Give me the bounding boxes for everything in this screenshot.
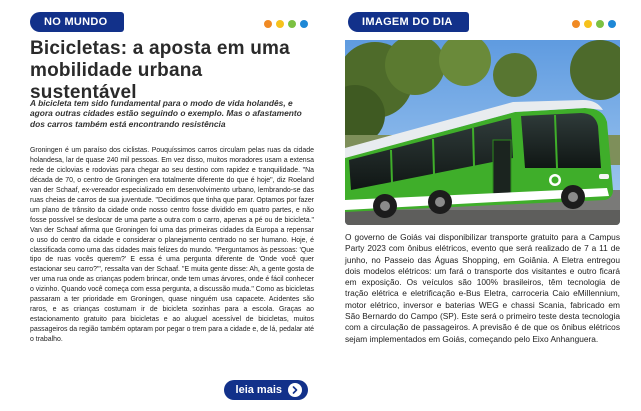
news-header [24,0,316,40]
article-body: Groningen é um paraíso dos ciclistas. Pouquíssimos carros circulam pelas ruas da cidade holandesa, lar de quase 240 mil pessoas. Em vez disso, muitos moradores usam a extensa rede de ciclovias e rodovias para chegar ao seu destino com rapidez e tranquilidade. "Na década de 70, o centro de Groningen era totalmente diferente do que é hoje", diz Roeland van der Schaaf, ex-vereador especializado em desenvolvimento urbano, lembrando-se das ruas cheias de carros de sua juventude. "Decidimos que tinha que parar. Optamos por fazer um plano de trânsito da cidade onde nosso centro fosse dividido em quatro partes, e não fosse possível se deslocar de uma parte a outra com o carro, apenas a pé ou de bicicleta." Van der Schaaf afirma que Groningen foi uma das primeiras cidades da Europa a repensar o uso do centro da cidade e considerar o planejamento centrado no ser humano. Hoje, é classificada como uma das cidades mais felizes do mundo. "Perguntamos às pessoas: 'Que tipo de ruas vocês querem?' E essa é uma pergunta diferente de 'Onde você quer estacionar seu carro?'", ressalta van der Schaaf. "E muita gente disse: Ah, a gente gosta de ver uma rua onde as crianças podem brincar, onde tem umas árvores, onde é fácil conhecer o vizinho. Quando você começa com essa pergunta, a discussão muda." Como as bicicletas passaram a ter prioridade em Groningen, quase ninguém usa capacete. Acidentes são raros, e as crianças costumam ir de bicicleta sozinhas para a escola. Graças ao estacionamento gratuito para bicicletas e ao aluguel acessível de bicicletas, muitos passageiros da região também optaram por pegar o trem para a cidade e, de lá, pedalar até o trabalho. [30,147,314,344]
image-header [338,0,624,40]
section-label-imagem-do-dia: IMAGEM DO DIA [348,12,469,32]
read-more-label: leia mais [235,384,282,396]
read-more-button[interactable] [224,380,308,400]
article-title: Bicicletas: a aposta em uma mobilidade urbana sustentável [30,38,290,103]
section-label-no-mundo: NO MUNDO [30,12,124,32]
news-column [24,0,316,411]
chevron-right-icon [288,383,302,397]
dots-decoration-icon [264,20,308,28]
electric-bus-photo [345,40,620,225]
article-lead: A bicicleta tem sido fundamental para o modo de vida holandês, e agora outras cidades estão seguindo o exemplo. Mas o afastamento dos carros também está encontrando resistência [30,98,302,129]
dots-decoration-icon [572,20,616,28]
image-caption: O governo de Goiás vai disponibilizar transporte gratuito para a Campus Party 2023 com ônibus elétricos, evento que será realizado de 7 a 11 de junho, no Passeio das Águas Shopping, em Goiânia. A Eletra entregou dois modelos elétricos: um fará o transporte dos visitantes e outro ficará em exposição. Os veículos são 100% brasileiros, têm tecnologia de tração elétrica e eletrificação e-Bus Eletra, carroceria Caio eMillennium, motor elétrico, inversor e baterias WEG e chassi Scania, fabricado em São Bernardo do Campo (SP). Este será o primeiro teste desta tecnologia com a circulação de passageiros. A previsão é de que os ônibus elétricos sejam implementados em Goiás, começando pelo Eixo Anhanguera. [345,232,620,344]
image-of-day-column [338,0,624,411]
